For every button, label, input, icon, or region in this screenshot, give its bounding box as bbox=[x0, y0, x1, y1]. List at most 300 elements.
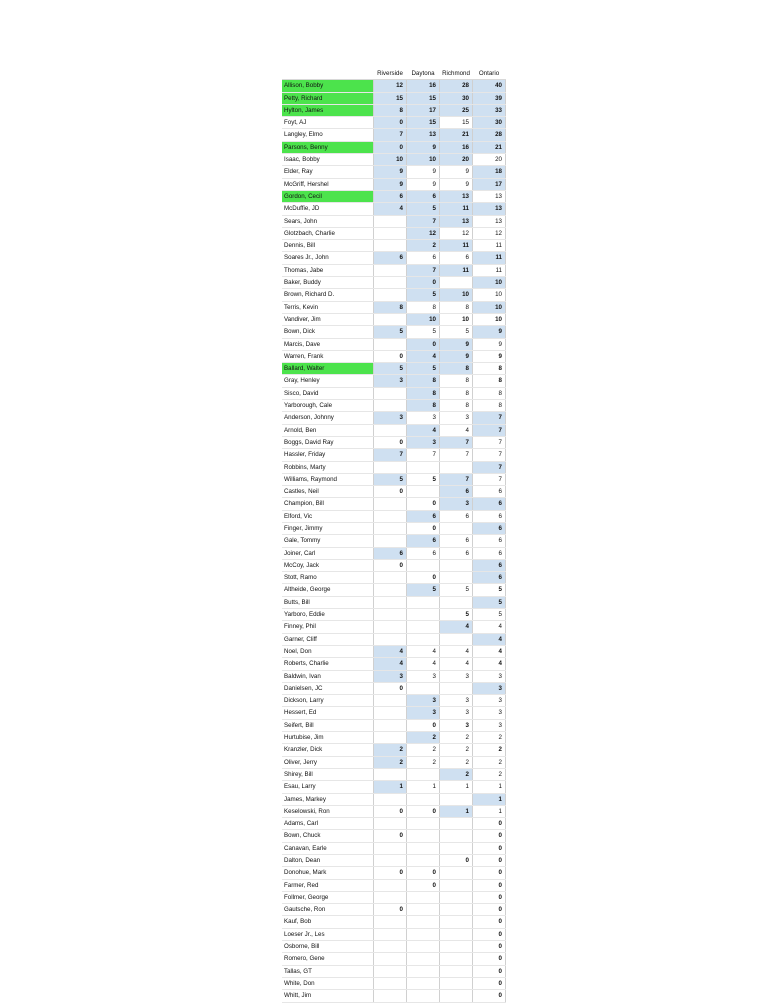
table-row bbox=[282, 744, 506, 756]
daytona-cell: 0 bbox=[407, 867, 440, 879]
driver-name-cell: McCoy, Jack bbox=[282, 559, 374, 571]
driver-name-cell: Elder, Ray bbox=[282, 166, 374, 178]
daytona-cell bbox=[407, 891, 440, 903]
daytona-cell: 5 bbox=[407, 203, 440, 215]
ontario-cell: 10 bbox=[473, 289, 506, 301]
richmond-cell: 4 bbox=[440, 658, 473, 670]
table-row bbox=[282, 990, 506, 1002]
driver-name-cell: Gordon, Cecil bbox=[282, 190, 374, 202]
daytona-cell: 3 bbox=[407, 436, 440, 448]
driver-name-cell: James, Markey bbox=[282, 793, 374, 805]
ontario-cell: 0 bbox=[473, 941, 506, 953]
daytona-cell: 15 bbox=[407, 117, 440, 129]
table-row bbox=[282, 449, 506, 461]
daytona-cell bbox=[407, 682, 440, 694]
richmond-cell bbox=[440, 941, 473, 953]
daytona-cell: 6 bbox=[407, 252, 440, 264]
richmond-cell: 1 bbox=[440, 805, 473, 817]
ontario-cell: 8 bbox=[473, 375, 506, 387]
riverside-cell bbox=[374, 977, 407, 989]
ontario-cell: 11 bbox=[473, 264, 506, 276]
table-row bbox=[282, 486, 506, 498]
driver-name-cell: Terris, Kevin bbox=[282, 301, 374, 313]
riverside-cell bbox=[374, 732, 407, 744]
ontario-cell: 6 bbox=[473, 486, 506, 498]
richmond-cell: 7 bbox=[440, 473, 473, 485]
ontario-cell: 5 bbox=[473, 596, 506, 608]
ontario-cell: 0 bbox=[473, 855, 506, 867]
standings-table bbox=[282, 68, 506, 1003]
table-row bbox=[282, 756, 506, 768]
driver-name-cell: Champion, Bill bbox=[282, 498, 374, 510]
richmond-cell bbox=[440, 904, 473, 916]
driver-name-cell: Baker, Buddy bbox=[282, 277, 374, 289]
table-row bbox=[282, 178, 506, 190]
richmond-cell: 2 bbox=[440, 768, 473, 780]
daytona-cell bbox=[407, 916, 440, 928]
table-row bbox=[282, 461, 506, 473]
daytona-cell bbox=[407, 842, 440, 854]
table-row bbox=[282, 129, 506, 141]
ontario-cell: 13 bbox=[473, 203, 506, 215]
riverside-cell: 2 bbox=[374, 756, 407, 768]
daytona-cell bbox=[407, 830, 440, 842]
richmond-cell bbox=[440, 879, 473, 891]
daytona-cell: 2 bbox=[407, 240, 440, 252]
richmond-cell: 8 bbox=[440, 400, 473, 412]
richmond-cell bbox=[440, 461, 473, 473]
driver-name-cell: Petty, Richard bbox=[282, 92, 374, 104]
ontario-cell: 10 bbox=[473, 313, 506, 325]
table-row bbox=[282, 879, 506, 891]
daytona-cell bbox=[407, 559, 440, 571]
riverside-cell bbox=[374, 695, 407, 707]
ontario-cell: 8 bbox=[473, 363, 506, 375]
driver-name-cell: Garner, Cliff bbox=[282, 633, 374, 645]
richmond-cell: 3 bbox=[440, 719, 473, 731]
riverside-cell bbox=[374, 855, 407, 867]
riverside-cell bbox=[374, 965, 407, 977]
richmond-cell: 8 bbox=[440, 363, 473, 375]
ontario-cell: 3 bbox=[473, 707, 506, 719]
driver-name-cell: Williams, Raymond bbox=[282, 473, 374, 485]
table-row bbox=[282, 547, 506, 559]
header-name bbox=[282, 68, 374, 80]
ontario-cell: 4 bbox=[473, 645, 506, 657]
table-row bbox=[282, 227, 506, 239]
riverside-cell: 3 bbox=[374, 412, 407, 424]
table-row bbox=[282, 522, 506, 534]
richmond-cell: 9 bbox=[440, 338, 473, 350]
riverside-cell: 0 bbox=[374, 830, 407, 842]
ontario-cell: 0 bbox=[473, 916, 506, 928]
driver-name-cell: Danielsen, JC bbox=[282, 682, 374, 694]
driver-name-cell: Gale, Tommy bbox=[282, 535, 374, 547]
riverside-cell: 4 bbox=[374, 203, 407, 215]
driver-name-cell: Bown, Dick bbox=[282, 326, 374, 338]
table-header bbox=[282, 68, 506, 80]
driver-name-cell: Arnold, Ben bbox=[282, 424, 374, 436]
riverside-cell bbox=[374, 941, 407, 953]
richmond-cell: 1 bbox=[440, 781, 473, 793]
ontario-cell: 40 bbox=[473, 80, 506, 92]
ontario-cell: 0 bbox=[473, 977, 506, 989]
driver-name-cell: Baldwin, Ivan bbox=[282, 670, 374, 682]
riverside-cell bbox=[374, 596, 407, 608]
riverside-cell bbox=[374, 928, 407, 940]
table-row bbox=[282, 412, 506, 424]
richmond-cell: 6 bbox=[440, 510, 473, 522]
table-row bbox=[282, 658, 506, 670]
daytona-cell bbox=[407, 855, 440, 867]
ontario-cell: 1 bbox=[473, 781, 506, 793]
richmond-cell bbox=[440, 682, 473, 694]
riverside-cell bbox=[374, 264, 407, 276]
table-row bbox=[282, 92, 506, 104]
riverside-cell: 4 bbox=[374, 645, 407, 657]
daytona-cell: 10 bbox=[407, 313, 440, 325]
richmond-cell: 8 bbox=[440, 375, 473, 387]
driver-name-cell: Parsons, Benny bbox=[282, 141, 374, 153]
richmond-cell bbox=[440, 965, 473, 977]
table-row bbox=[282, 805, 506, 817]
table-row bbox=[282, 855, 506, 867]
header-richmond: Richmond bbox=[440, 68, 473, 80]
header-riverside: Riverside bbox=[374, 68, 407, 80]
table-row bbox=[282, 707, 506, 719]
daytona-cell: 0 bbox=[407, 572, 440, 584]
richmond-cell: 7 bbox=[440, 449, 473, 461]
ontario-cell: 39 bbox=[473, 92, 506, 104]
driver-name-cell: Yarboro, Eddie bbox=[282, 609, 374, 621]
table-row bbox=[282, 867, 506, 879]
driver-name-cell: Osborne, Bill bbox=[282, 941, 374, 953]
riverside-cell: 5 bbox=[374, 473, 407, 485]
daytona-cell: 5 bbox=[407, 363, 440, 375]
table-row bbox=[282, 104, 506, 116]
richmond-cell: 10 bbox=[440, 313, 473, 325]
ontario-cell: 0 bbox=[473, 990, 506, 1002]
riverside-cell bbox=[374, 400, 407, 412]
driver-name-cell: Sears, John bbox=[282, 215, 374, 227]
table-row bbox=[282, 350, 506, 362]
ontario-cell: 2 bbox=[473, 756, 506, 768]
richmond-cell bbox=[440, 633, 473, 645]
ontario-cell: 6 bbox=[473, 547, 506, 559]
daytona-cell: 5 bbox=[407, 289, 440, 301]
table-body bbox=[282, 80, 506, 1002]
daytona-cell bbox=[407, 461, 440, 473]
ontario-cell: 0 bbox=[473, 867, 506, 879]
table-row bbox=[282, 387, 506, 399]
driver-name-cell: Keselowski, Ron bbox=[282, 805, 374, 817]
ontario-cell: 7 bbox=[473, 424, 506, 436]
richmond-cell: 16 bbox=[440, 141, 473, 153]
driver-name-cell: Loeser Jr., Les bbox=[282, 928, 374, 940]
daytona-cell: 2 bbox=[407, 744, 440, 756]
riverside-cell: 12 bbox=[374, 80, 407, 92]
ontario-cell: 8 bbox=[473, 387, 506, 399]
richmond-cell: 9 bbox=[440, 350, 473, 362]
riverside-cell bbox=[374, 387, 407, 399]
driver-name-cell: Canavan, Earle bbox=[282, 842, 374, 854]
riverside-cell: 15 bbox=[374, 92, 407, 104]
daytona-cell: 9 bbox=[407, 141, 440, 153]
riverside-cell: 0 bbox=[374, 682, 407, 694]
riverside-cell bbox=[374, 424, 407, 436]
richmond-cell: 9 bbox=[440, 178, 473, 190]
table-row bbox=[282, 424, 506, 436]
daytona-cell: 6 bbox=[407, 547, 440, 559]
ontario-cell: 9 bbox=[473, 350, 506, 362]
richmond-cell: 4 bbox=[440, 424, 473, 436]
richmond-cell bbox=[440, 559, 473, 571]
riverside-cell bbox=[374, 719, 407, 731]
table-row bbox=[282, 166, 506, 178]
ontario-cell: 7 bbox=[473, 473, 506, 485]
richmond-cell: 3 bbox=[440, 695, 473, 707]
daytona-cell bbox=[407, 941, 440, 953]
daytona-cell bbox=[407, 596, 440, 608]
table-row bbox=[282, 670, 506, 682]
richmond-cell: 7 bbox=[440, 436, 473, 448]
richmond-cell bbox=[440, 830, 473, 842]
ontario-cell: 6 bbox=[473, 572, 506, 584]
table-row bbox=[282, 400, 506, 412]
driver-name-cell: Esau, Larry bbox=[282, 781, 374, 793]
riverside-cell bbox=[374, 768, 407, 780]
table-row bbox=[282, 953, 506, 965]
richmond-cell: 13 bbox=[440, 190, 473, 202]
daytona-cell: 2 bbox=[407, 732, 440, 744]
ontario-cell: 9 bbox=[473, 326, 506, 338]
table-row bbox=[282, 264, 506, 276]
daytona-cell: 2 bbox=[407, 756, 440, 768]
daytona-cell bbox=[407, 965, 440, 977]
driver-name-cell: Allison, Bobby bbox=[282, 80, 374, 92]
riverside-cell: 6 bbox=[374, 547, 407, 559]
riverside-cell bbox=[374, 609, 407, 621]
table-row bbox=[282, 941, 506, 953]
table-row bbox=[282, 584, 506, 596]
table-row bbox=[282, 338, 506, 350]
riverside-cell: 9 bbox=[374, 178, 407, 190]
riverside-cell: 6 bbox=[374, 252, 407, 264]
daytona-cell: 5 bbox=[407, 473, 440, 485]
table-row bbox=[282, 818, 506, 830]
riverside-cell: 0 bbox=[374, 805, 407, 817]
daytona-cell: 9 bbox=[407, 178, 440, 190]
daytona-cell bbox=[407, 953, 440, 965]
header-row bbox=[282, 68, 506, 80]
daytona-cell: 16 bbox=[407, 80, 440, 92]
riverside-cell bbox=[374, 277, 407, 289]
driver-name-cell: Soares Jr., John bbox=[282, 252, 374, 264]
ontario-cell: 1 bbox=[473, 793, 506, 805]
daytona-cell: 17 bbox=[407, 104, 440, 116]
daytona-cell: 6 bbox=[407, 190, 440, 202]
richmond-cell bbox=[440, 818, 473, 830]
riverside-cell bbox=[374, 313, 407, 325]
ontario-cell: 4 bbox=[473, 658, 506, 670]
driver-name-cell: Vandiver, Jim bbox=[282, 313, 374, 325]
riverside-cell bbox=[374, 879, 407, 891]
ontario-cell: 13 bbox=[473, 215, 506, 227]
driver-name-cell: Shirey, Bill bbox=[282, 768, 374, 780]
daytona-cell bbox=[407, 818, 440, 830]
riverside-cell: 0 bbox=[374, 117, 407, 129]
table-row bbox=[282, 768, 506, 780]
driver-name-cell: Whitt, Jim bbox=[282, 990, 374, 1002]
table-row bbox=[282, 781, 506, 793]
richmond-cell: 11 bbox=[440, 264, 473, 276]
riverside-cell: 6 bbox=[374, 190, 407, 202]
ontario-cell: 4 bbox=[473, 633, 506, 645]
table-row bbox=[282, 928, 506, 940]
daytona-cell bbox=[407, 633, 440, 645]
driver-name-cell: Hassler, Friday bbox=[282, 449, 374, 461]
riverside-cell: 7 bbox=[374, 129, 407, 141]
daytona-cell bbox=[407, 793, 440, 805]
daytona-cell bbox=[407, 486, 440, 498]
ontario-cell: 6 bbox=[473, 498, 506, 510]
ontario-cell: 6 bbox=[473, 510, 506, 522]
daytona-cell: 1 bbox=[407, 781, 440, 793]
ontario-cell: 28 bbox=[473, 129, 506, 141]
driver-name-cell: Foyt, AJ bbox=[282, 117, 374, 129]
riverside-cell: 0 bbox=[374, 904, 407, 916]
richmond-cell: 3 bbox=[440, 498, 473, 510]
ontario-cell: 3 bbox=[473, 670, 506, 682]
ontario-cell: 3 bbox=[473, 682, 506, 694]
daytona-cell bbox=[407, 928, 440, 940]
table-row bbox=[282, 326, 506, 338]
riverside-cell bbox=[374, 461, 407, 473]
daytona-cell bbox=[407, 904, 440, 916]
driver-name-cell: Hurtubise, Jim bbox=[282, 732, 374, 744]
driver-name-cell: Finger, Jimmy bbox=[282, 522, 374, 534]
driver-name-cell: Bown, Chuck bbox=[282, 830, 374, 842]
richmond-cell: 11 bbox=[440, 240, 473, 252]
richmond-cell: 3 bbox=[440, 670, 473, 682]
richmond-cell: 2 bbox=[440, 732, 473, 744]
daytona-cell: 13 bbox=[407, 129, 440, 141]
driver-name-cell: Kranzler, Dick bbox=[282, 744, 374, 756]
daytona-cell: 0 bbox=[407, 522, 440, 534]
driver-name-cell: Adams, Carl bbox=[282, 818, 374, 830]
ontario-cell: 11 bbox=[473, 240, 506, 252]
riverside-cell bbox=[374, 289, 407, 301]
ontario-cell: 11 bbox=[473, 252, 506, 264]
ontario-cell: 0 bbox=[473, 904, 506, 916]
daytona-cell: 0 bbox=[407, 338, 440, 350]
riverside-cell bbox=[374, 338, 407, 350]
table-row bbox=[282, 609, 506, 621]
daytona-cell: 9 bbox=[407, 166, 440, 178]
driver-name-cell: White, Don bbox=[282, 977, 374, 989]
driver-name-cell: McDuffie, JD bbox=[282, 203, 374, 215]
table-row bbox=[282, 842, 506, 854]
table-row bbox=[282, 375, 506, 387]
ontario-cell: 2 bbox=[473, 768, 506, 780]
richmond-cell bbox=[440, 277, 473, 289]
table-row bbox=[282, 977, 506, 989]
table-row bbox=[282, 916, 506, 928]
richmond-cell bbox=[440, 916, 473, 928]
riverside-cell: 1 bbox=[374, 781, 407, 793]
daytona-cell: 7 bbox=[407, 215, 440, 227]
driver-name-cell: Dalton, Dean bbox=[282, 855, 374, 867]
daytona-cell: 6 bbox=[407, 535, 440, 547]
driver-name-cell: Hessert, Ed bbox=[282, 707, 374, 719]
ontario-cell: 7 bbox=[473, 449, 506, 461]
riverside-cell bbox=[374, 891, 407, 903]
table-row bbox=[282, 572, 506, 584]
ontario-cell: 0 bbox=[473, 965, 506, 977]
richmond-cell bbox=[440, 928, 473, 940]
driver-name-cell: Stott, Ramo bbox=[282, 572, 374, 584]
richmond-cell: 8 bbox=[440, 387, 473, 399]
riverside-cell: 0 bbox=[374, 350, 407, 362]
richmond-cell: 21 bbox=[440, 129, 473, 141]
ontario-cell: 7 bbox=[473, 461, 506, 473]
table-row bbox=[282, 240, 506, 252]
header-daytona: Daytona bbox=[407, 68, 440, 80]
driver-name-cell: Hylton, James bbox=[282, 104, 374, 116]
richmond-cell: 4 bbox=[440, 621, 473, 633]
ontario-cell: 7 bbox=[473, 412, 506, 424]
daytona-cell: 8 bbox=[407, 387, 440, 399]
richmond-cell bbox=[440, 522, 473, 534]
riverside-cell bbox=[374, 498, 407, 510]
richmond-cell: 6 bbox=[440, 535, 473, 547]
table-row bbox=[282, 363, 506, 375]
daytona-cell: 0 bbox=[407, 498, 440, 510]
driver-name-cell: Brown, Richard D. bbox=[282, 289, 374, 301]
daytona-cell: 0 bbox=[407, 879, 440, 891]
daytona-cell: 3 bbox=[407, 412, 440, 424]
driver-name-cell: Gautsche, Ron bbox=[282, 904, 374, 916]
daytona-cell: 4 bbox=[407, 645, 440, 657]
riverside-cell bbox=[374, 227, 407, 239]
riverside-cell bbox=[374, 584, 407, 596]
riverside-cell bbox=[374, 990, 407, 1002]
driver-name-cell: Anderson, Johnny bbox=[282, 412, 374, 424]
table-row bbox=[282, 682, 506, 694]
richmond-cell: 15 bbox=[440, 117, 473, 129]
richmond-cell bbox=[440, 990, 473, 1002]
ontario-cell: 8 bbox=[473, 400, 506, 412]
table-row bbox=[282, 596, 506, 608]
table-row bbox=[282, 965, 506, 977]
driver-name-cell: Roberts, Charlie bbox=[282, 658, 374, 670]
ontario-cell: 2 bbox=[473, 732, 506, 744]
table-row bbox=[282, 190, 506, 202]
driver-name-cell: Robbins, Marty bbox=[282, 461, 374, 473]
riverside-cell bbox=[374, 633, 407, 645]
riverside-cell: 9 bbox=[374, 166, 407, 178]
table-row bbox=[282, 719, 506, 731]
driver-name-cell: Romero, Gene bbox=[282, 953, 374, 965]
ontario-cell: 20 bbox=[473, 154, 506, 166]
richmond-cell: 8 bbox=[440, 301, 473, 313]
daytona-cell: 3 bbox=[407, 695, 440, 707]
table-row bbox=[282, 289, 506, 301]
driver-name-cell: McGriff, Hershel bbox=[282, 178, 374, 190]
riverside-cell: 0 bbox=[374, 559, 407, 571]
driver-name-cell: Oliver, Jerry bbox=[282, 756, 374, 768]
table-row bbox=[282, 436, 506, 448]
